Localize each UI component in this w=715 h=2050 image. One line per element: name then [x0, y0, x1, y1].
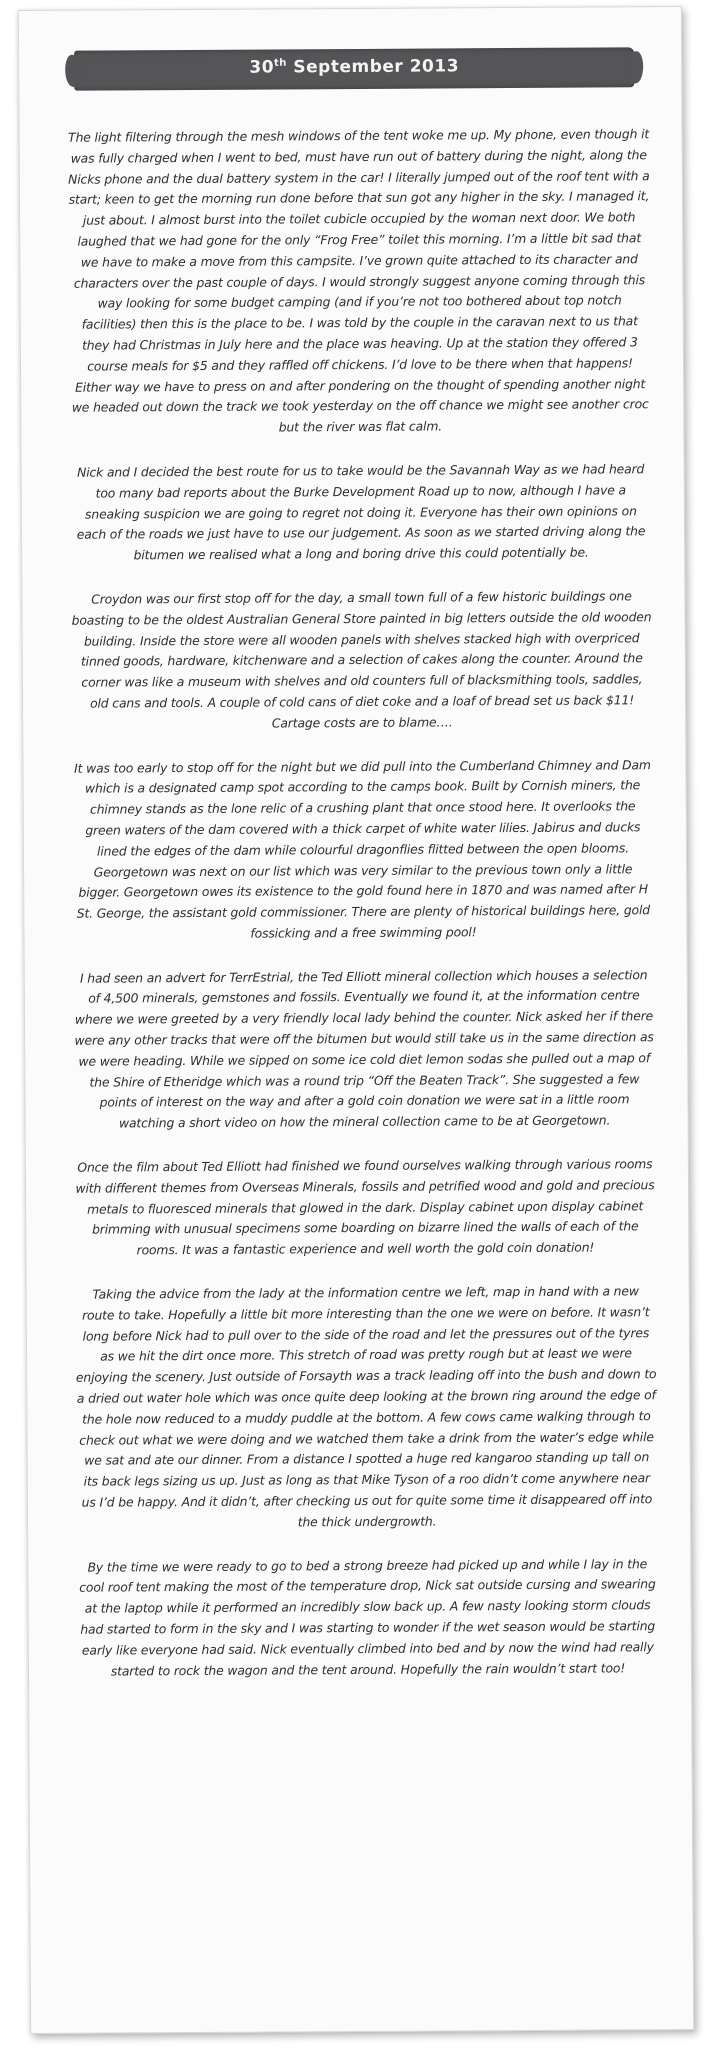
page-title	[74, 55, 634, 78]
paragraph: I had seen an advert for TerrEstrial, the Ted Elliott mineral collection which houses a selection of 4,500 minerals, gemstones and fossils. Eventually we found it, at the information centre where we were greeted by a very friendly local lady behind the counter. Nick asked her if there were any other tracks that were off the bitumen but would still take us in the same direction as we were heading. While we sipped on some ice cold diet lemon sodas she pulled out a map of the Shire of Etheridge which was a round trip “Off the Beaten Track”. She suggested a few points of interest on the way and after a gold coin donation we were sat in a little room watching a short video on how the mineral collection came to be at Georgetown.	[74, 966, 654, 1131]
paragraph: Taking the advice from the lady at the information centre we left, map in hand with a new route to take. Hopefully a little bit more interesting than the one we were on before. It wasn’t long before Nick had to pull over to the side of the road and let the pressures out of the tyres as we hit the dirt once more. This stretch of road was pretty rough but at least we were enjoying the scenery. Just outside of Forsayth was a track leading off into the bush and down to a dried out water hole which was once quite deep looking at the brown ring around the edge of the hole now reduced to a muddy puddle at the bottom. A few cows came walking through to check out what we were doing and we watched them take a drink from the water’s edge while we sat and ate our dinner. From a distance I spotted a huge red kangaroo standing up tall on its back legs sizing us up. Just as long as that Mike Tyson of a roo didn’t come anywhere near us I’d be happy. And it didn’t, after checking us out for quite some time it disappeared off into the thick undergrowth.	[75, 1283, 657, 1530]
paragraph: Once the film about Ted Elliott had finished we found ourselves walking through various rooms with different themes from Overseas Minerals, fossils and petrified wood and gold and precious metals to fluoresced minerals that glowed in the dark. Display cabinet upon display cabinet brimming with unusual specimens some boarding on bizarre lined the walls of each of the rooms. It was a fantastic experience and well worth the gold coin donation!	[75, 1156, 655, 1258]
title-banner	[74, 47, 634, 90]
title-month-year: September 2013	[286, 56, 460, 78]
paragraph: The light filtering through the mesh windows of the tent woke me up. My phone, even though it was fully charged when I went to bed, must have run out of battery during the night, along the Nicks phone and the dual battery system in the car! I literally jumped out of the roof tent with a start; keen to get the morning run done before that sun got any higher in the sky. I managed it, just about. I almost burst into the toilet cubicle occupied by the woman next door. We both laughed that we had gone for the only “Frog Free” toilet this morning. I’m a little bit sad that we have to make a move from this campsite. I’ve grown quite attached to its character and characters over the past couple of days. I would strongly suggest anyone coming through this way looking for some budget camping (and if you’re not too bothered about top notch facilities) then this is the place to be. I was told by the couple in the caravan next to us that they had Christmas in July here and the place was heaving. Up at the station they offered 3 course meals for $5 and they raffled off chickens. I’d love to be there when that happens! Either way we have to press on and after pondering on the thought of spending another night we headed out down the track we took yesterday on the off chance we might see another croc but the river was flat calm.	[68, 126, 650, 435]
paragraph: It was too early to stop off for the night but we did pull into the Cumberland Chimney and Dam which is a designated camp spot according to the camps book. Built by Cornish miners, the chimney stands as the lone relic of a crushing plant that once stood here. It overlooks the green waters of the dam covered with a thick carpet of white water lilies. Jabirus and ducks lined the edges of the dam while colourful dragonflies flitted between the open blooms. Georgetown was next on our list which was very similar to the previous town only a little bigger. Georgetown owes its existence to the gold found here in 1870 and was named after H St. George, the assistant gold commissioner. There are plenty of historical buildings here, gold fossicking and a free swimming pool!	[74, 756, 651, 941]
journal-page	[18, 6, 694, 2034]
paragraph: Nick and I decided the best route for us to take would be the Savannah Way as we had heard too many bad reports about the Burke Development Road up to now, although I have a sneaking suspicion we are going to regret not doing it. Everyone has their own opinions on each of the roads we just have to use our judgement. As soon as we started driving along the bitumen we realised what a long and boring drive this could potentially be.	[76, 461, 646, 563]
paragraph: Croydon was our first stop off for the day, a small town full of a few historic buildings one boasting to be the oldest Australian General Store painted in big letters outside the old wooden building. Inside the store were all wooden panels with shelves stacked high with overpriced tinned goods, hardware, kitchenware and a selection of cakes along the counter. Around the corner was like a museum with shelves and old counters full of blacksmithing tools, saddles, old cans and tools. A couple of cold cans of diet coke and a loaf of bread set us back $11! Cartage costs are to blame….	[71, 588, 652, 731]
title-day: 30	[249, 57, 275, 78]
paragraph: By the time we were ready to go to bed a strong breeze had picked up and while I lay in the cool roof tent making the most of the temperature drop, Nick sat outside cursing and swearing at the laptop while it performed an incredibly slow back up. A few nasty looking storm clouds had started to form in the sky and I was starting to wonder if the wet season would be starting early like everyone had said. Nick eventually climbed into bed and by now the wind had really started to rock the wagon and the tent around. Hopefully the rain wouldn’t start too!	[79, 1555, 656, 1679]
title-ordinal-suffix: th	[273, 57, 287, 69]
journal-body	[68, 124, 660, 1705]
